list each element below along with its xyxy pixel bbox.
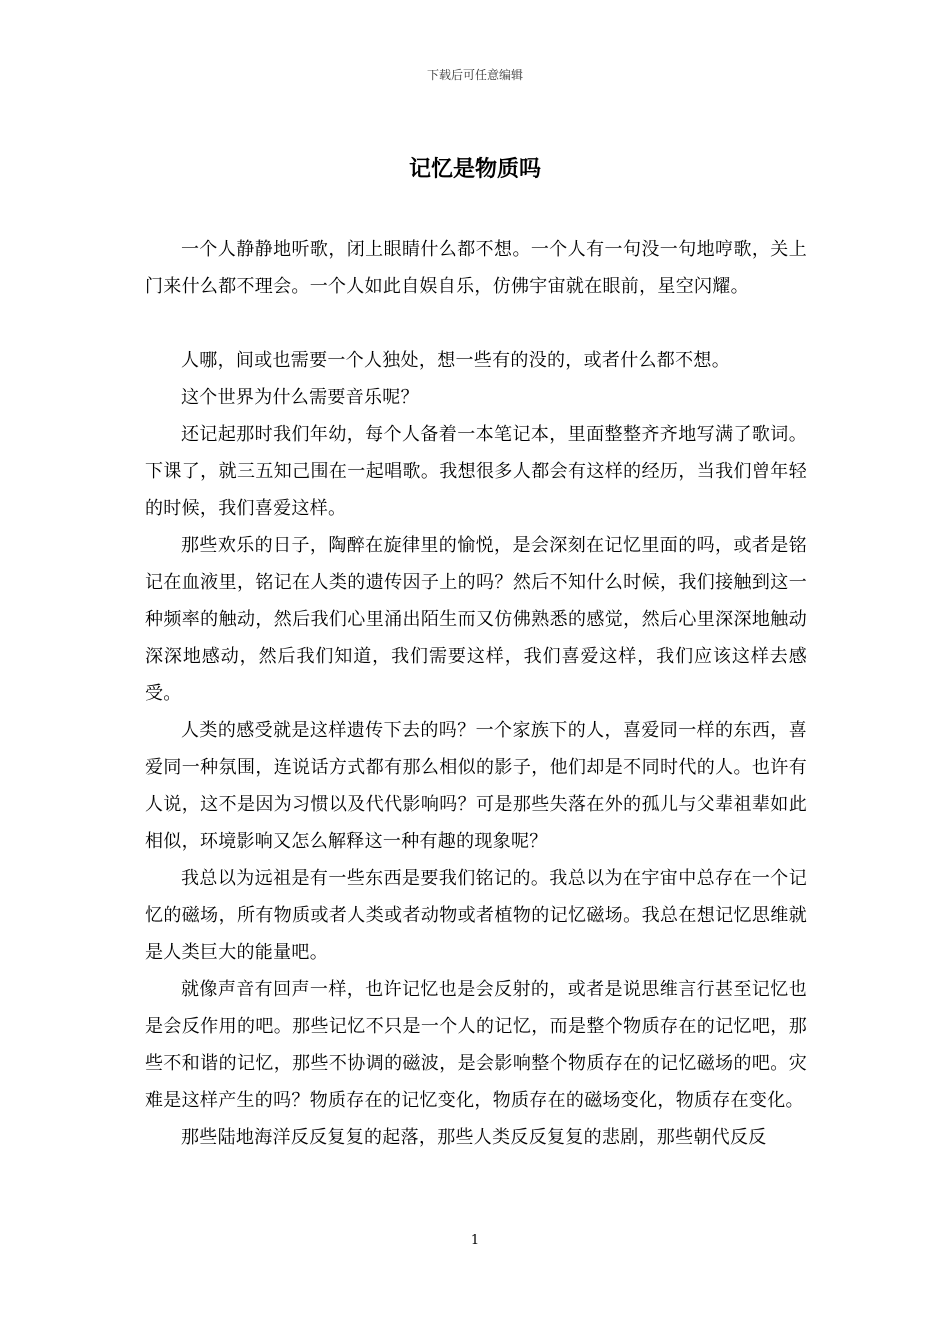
page-header: 下载后可任意编辑 xyxy=(426,68,523,82)
paragraph-4: 还记起那时我们年幼，每个人备着一本笔记本，里面整整齐齐地写满了歌词。下课了，就三五知己围在一起唱歌。我想很多人都会有这样的经历，当我们曾年轻的时候，我们喜爱这样。 xyxy=(145,424,807,519)
document-title: 记忆是物质吗 xyxy=(408,157,541,182)
paragraph-1: 一个人静静地听歌，闭上眼睛什么都不想。一个人有一句没一句地哼歌，关上门来什么都不理会。一个人如此自娱自乐，仿佛宇宙就在眼前，星空闪耀。 xyxy=(145,239,807,297)
page-number: 1 xyxy=(470,1233,480,1248)
paragraph-9: 那些陆地海洋反反复复的起落，那些人类反反复复的悲剧，那些朝代反反 xyxy=(181,1127,767,1148)
paragraph-3: 这个世界为什么需要音乐呢？ xyxy=(181,387,419,408)
document-body xyxy=(145,231,807,1156)
paragraph-5: 那些欢乐的日子，陶醉在旋律里的愉悦，是会深刻在记忆里面的吗，或者是铭记在血液里，铭记在人类的遗传因子上的吗？然后不知什么时候，我们接触到这一种频率的触动，然后我们心里涌出陌生而又仿佛熟悉的感觉，然后心里深深地触动深深地感动，然后我们知道，我们需要这样，我们喜爱这样，我们应该这样去感受。 xyxy=(145,535,807,704)
paragraph-8: 就像声音有回声一样，也许记忆也是会反射的，或者是说思维言行甚至记忆也是会反作用的吧。那些记忆不只是一个人的记忆，而是整个物质存在的记忆吧，那些不和谐的记忆，那些不协调的磁波，是会影响整个物质存在的记忆磁场的吧。灾难是这样产生的吗？物质存在的记忆变化，物质存在的磁场变化，物质存在变化。 xyxy=(145,979,807,1111)
paragraph-2: 人哪，间或也需要一个人独处，想一些有的没的，或者什么都不想。 xyxy=(181,350,730,371)
paragraph-7: 我总以为远祖是有一些东西是要我们铭记的。我总以为在宇宙中总存在一个记忆的磁场，所有物质或者人类或者动物或者植物的记忆磁场。我总在想记忆思维就是人类巨大的能量吧。 xyxy=(145,868,807,963)
paragraph-6: 人类的感受就是这样遗传下去的吗？一个家族下的人，喜爱同一样的东西，喜爱同一种氛围，连说话方式都有那么相似的影子，他们却是不同时代的人。也许有人说，这不是因为习惯以及代代影响吗？可是那些失落在外的孤儿与父辈祖辈如此相似，环境影响又怎么解释这一种有趣的现象呢？ xyxy=(145,720,807,852)
